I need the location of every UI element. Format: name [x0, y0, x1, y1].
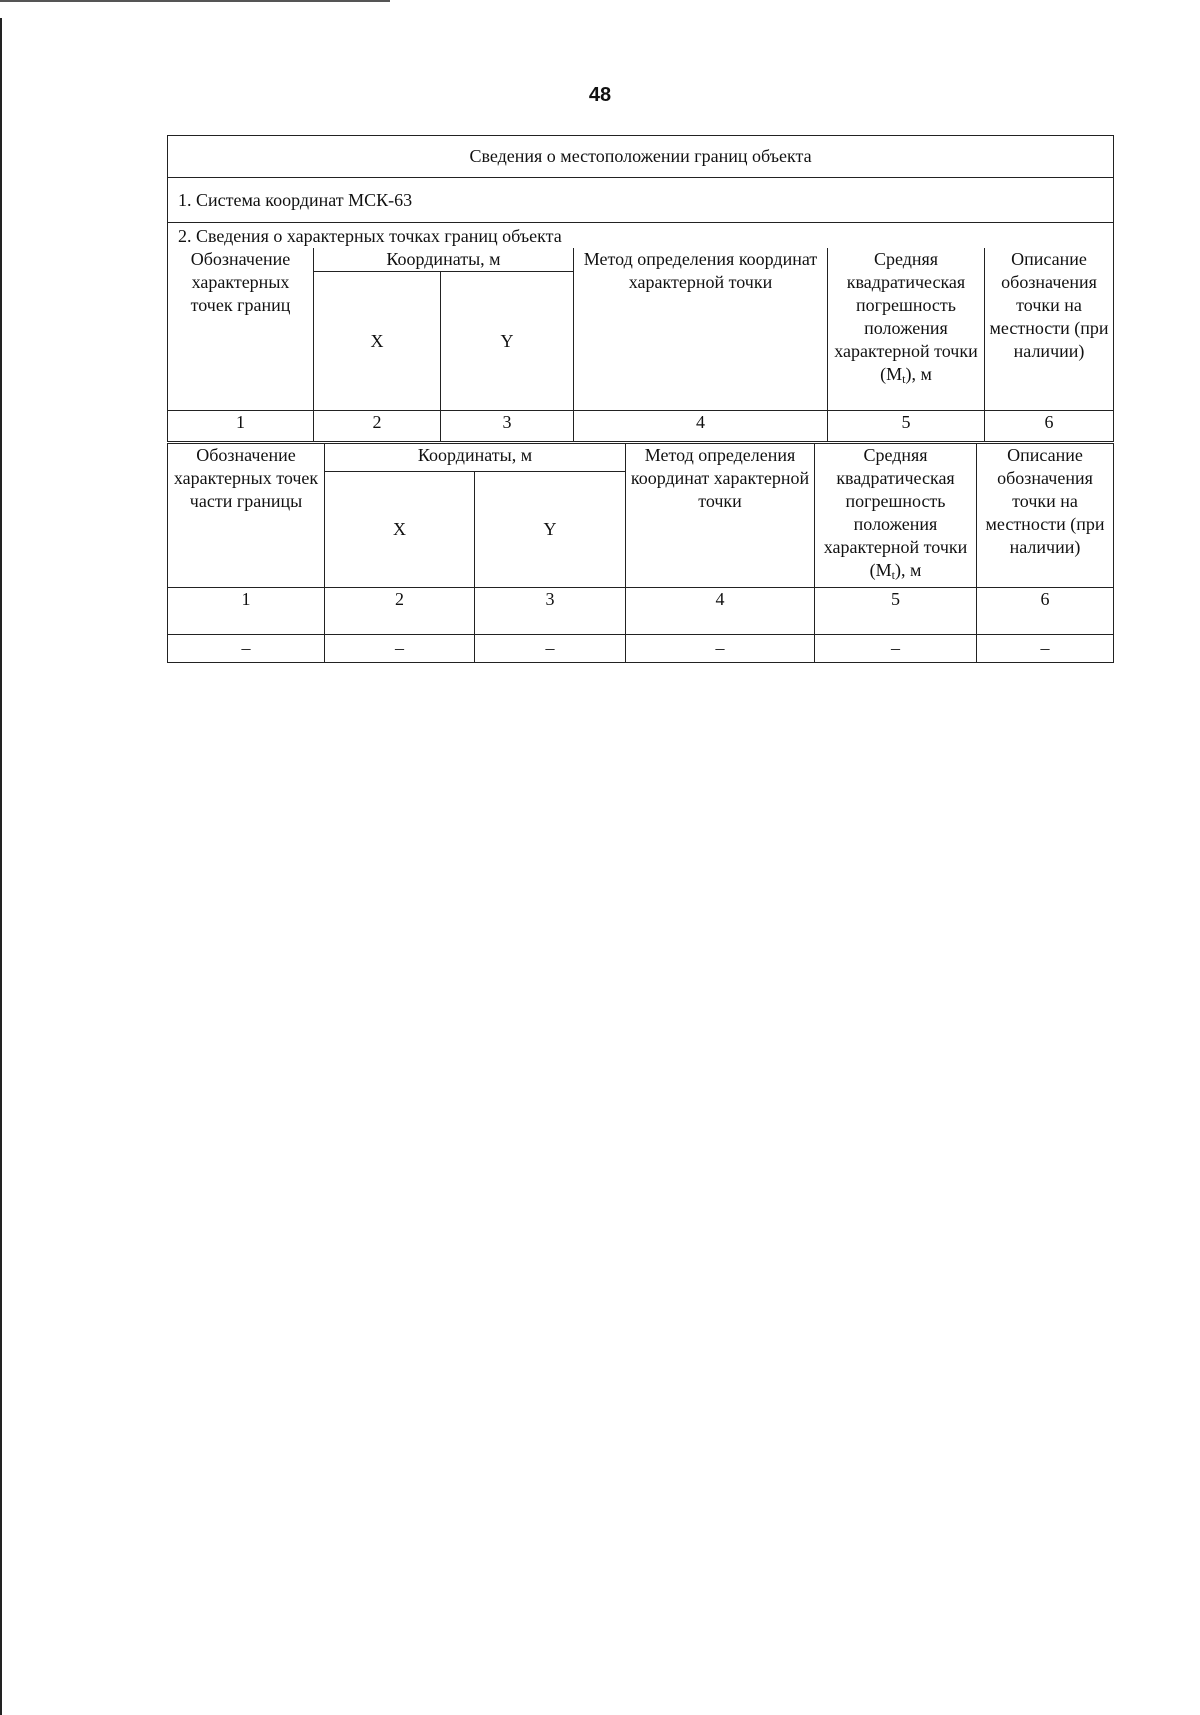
section-points-header: 2. Сведения о характерных точках границ объекта [168, 223, 1114, 249]
table-cell-empty: – [977, 635, 1114, 663]
column-number: 5 [815, 588, 977, 635]
header-error [828, 248, 985, 411]
table-title: Сведения о местоположении границ объекта [168, 136, 1114, 178]
coordinate-system: 1. Система координат МСК-63 [168, 178, 1114, 223]
column-number: 6 [985, 411, 1114, 442]
column-number: 1 [168, 588, 325, 635]
header-x: X [314, 272, 441, 411]
header-y: Y [441, 272, 574, 411]
header-error [815, 444, 977, 588]
table-cell-empty: – [325, 635, 475, 663]
header-error-text: Средняя квадратическая погрешность положения характерной точки (M [834, 249, 978, 384]
boundary-part-table [167, 443, 1114, 663]
column-number: 2 [325, 588, 475, 635]
column-number: 4 [574, 411, 828, 442]
header-designation: Обозначение характерных точек границ [168, 248, 314, 411]
page-number: 48 [588, 84, 612, 106]
header-error-subscript: t [902, 372, 906, 386]
scan-edge-left [0, 18, 2, 1715]
table-cell-empty: – [475, 635, 626, 663]
header-error-unit: ), м [894, 560, 922, 580]
header-y: Y [475, 472, 626, 588]
column-number: 1 [168, 411, 314, 442]
column-number: 3 [441, 411, 574, 442]
header-description: Описание обозначения точки на местности (при наличии) [985, 248, 1114, 411]
table-cell-empty: – [815, 635, 977, 663]
header-method: Метод определения координат характерной точки [626, 444, 815, 588]
header-error-text: Средняя квадратическая погрешность положения характерной точки (M [823, 445, 968, 580]
header-description: Описание обозначения точки на местности (при наличии) [977, 444, 1114, 588]
table-cell-empty: – [168, 635, 325, 663]
column-number: 5 [828, 411, 985, 442]
header-designation: Обозначение характерных точек части границы [168, 444, 325, 588]
table-cell-empty: – [626, 635, 815, 663]
object-boundary-table [167, 135, 1114, 442]
column-number: 3 [475, 588, 626, 635]
header-coordinates: Координаты, м [314, 248, 574, 272]
scan-edge-top [0, 0, 390, 2]
column-number: 4 [626, 588, 815, 635]
header-x: X [325, 472, 475, 588]
column-number: 2 [314, 411, 441, 442]
header-error-unit: ), м [905, 364, 932, 384]
header-coordinates: Координаты, м [325, 444, 626, 472]
column-number: 6 [977, 588, 1114, 635]
header-error-subscript: t [891, 568, 895, 582]
header-method: Метод определения координат характерной точки [574, 248, 828, 411]
